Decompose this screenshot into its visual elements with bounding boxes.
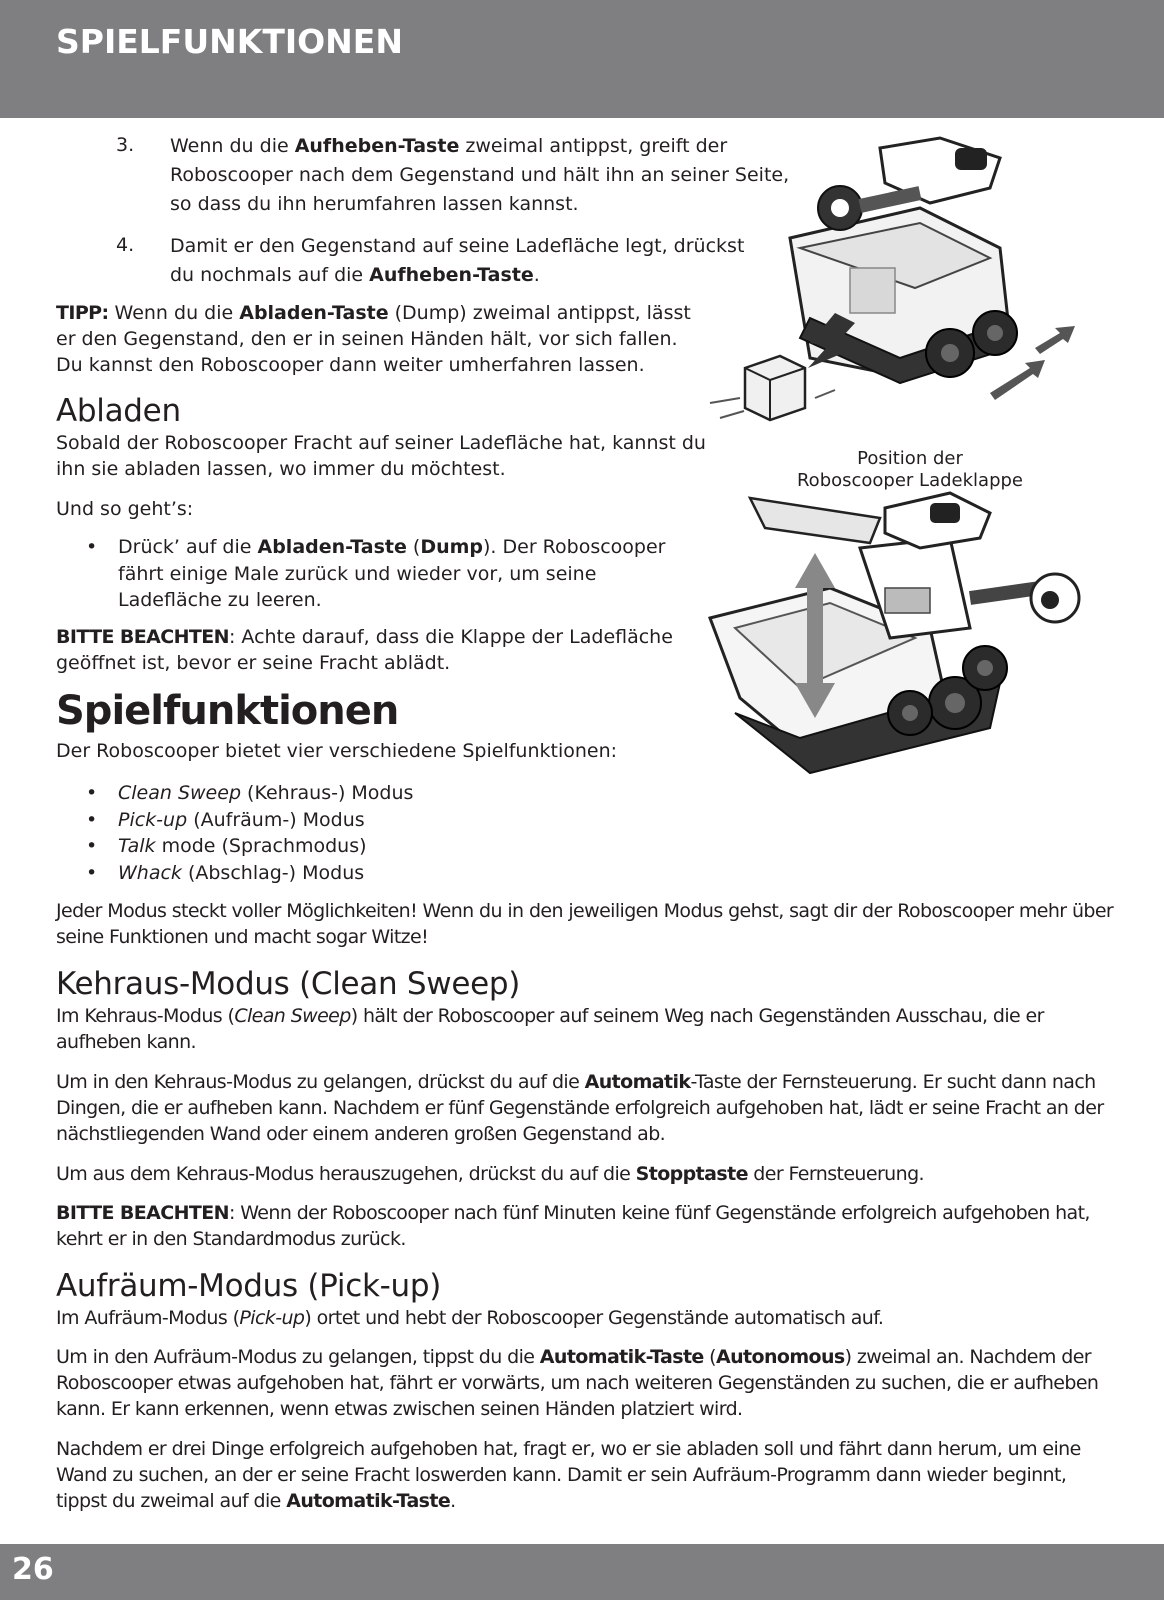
robot-dump-tray-illustration (700, 488, 1100, 788)
robot-pickup-illustration (700, 128, 1100, 428)
caption-line: Roboscooper Ladeklappe (796, 470, 1023, 491)
abladen-steps (56, 534, 706, 614)
list-item: • Drück’ auf die Abladen-Taste (Dump). Der Roboscooper fährt einige Male zurück und wieder vor, um seine Ladefläche zu leeren. (56, 534, 706, 614)
spielfunktionen-intro: Der Roboscooper bietet vier verschiedene Spielfunktionen: (56, 740, 618, 762)
modes-list (56, 780, 656, 886)
abladen-intro: Sobald der Roboscooper Fracht auf seiner Ladefläche hat, kannst du ihn sie abladen lassen, wo immer du möchtest. (56, 432, 706, 480)
page-number: 26 (12, 1552, 54, 1587)
abladen-howto: Und so geht’s: (56, 498, 194, 520)
caption-line: Position der (857, 448, 963, 469)
step-number: 3. (116, 134, 135, 156)
list-item: • Whack (Abschlag-) Modus (56, 860, 656, 887)
figure-caption (760, 448, 1060, 492)
aufraeum-p3: Nachdem er drei Dinge erfolgreich aufgehoben hat, fragt er, wo er sie abladen soll und fährt dann herum, um eine Wand zu suchen, an der er seine Fracht loswerden kann. Damit er sein Aufräum-Programm dann wieder beginnt, tippst du zweimal auf die Automatik-Taste. (56, 1438, 1081, 1512)
page-header (0, 0, 1164, 118)
abladen-note: BITTE BEACHTEN: Achte darauf, dass die Klappe der Ladefläche geöffnet ist, bevor er seine Fracht ablädt. (56, 626, 673, 674)
spielfunktionen-outro: Jeder Modus steckt voller Möglichkeiten! Wenn du in den jeweiligen Modus gehst, sagt dir der Roboscooper mehr über seine Funktionen und macht sogar Witze! (56, 900, 1114, 948)
kehraus-p3: Um aus dem Kehraus-Modus herauszugehen, drückst du auf die Stopptaste der Fernsteuerung. (56, 1163, 924, 1185)
tip-paragraph: TIPP: Wenn du die Abladen-Taste (Dump) zweimal antippst, lässt er den Gegenstand, den er in seinen Händen hält, vor sich fallen. Du kannst den Roboscooper dann weiter umherfahren lassen. (56, 302, 691, 376)
section-heading-aufraeum: Aufräum-Modus (Pick-up) (56, 1268, 442, 1304)
kehraus-p1: Im Kehraus-Modus (Clean Sweep) hält der Roboscooper auf seinem Weg nach Gegenständen Ausschau, die er aufheben kann. (56, 1005, 1044, 1053)
list-item: • Talk mode (Sprachmodus) (56, 833, 656, 860)
page-footer (0, 1544, 1164, 1600)
aufraeum-p2: Um in den Aufräum-Modus zu gelangen, tippst du die Automatik-Taste (Autonomous) zweimal an. Nachdem der Roboscooper etwas aufgehoben hat, fährt er vorwärts, um nach weiteren Gegenständen zu suchen, die er aufheben kann. Er kann erkennen, wenn etwas zwischen seinen Händen platziert wird. (56, 1346, 1099, 1420)
list-item: • Clean Sweep (Kehraus-) Modus (56, 780, 656, 807)
header-title: SPIELFUNKTIONEN (56, 22, 403, 61)
section-heading-spielfunktionen: Spielfunktionen (56, 688, 399, 734)
kehraus-p2: Um in den Kehraus-Modus zu gelangen, drückst du auf die Automatik-Taste der Fernsteuerung. Er sucht dann nach Dingen, die er aufheben kann. Nachdem er fünf Gegenstände erfolgreich aufgehoben hat, lädt er seine Fracht an der nächstliegenden Wand oder einem anderen großen Gegenstand ab. (56, 1071, 1104, 1145)
step-text: Damit er den Gegenstand auf seine Ladefläche legt, drückst du nochmals auf die Aufheben-Taste. (170, 235, 745, 286)
step-text: Wenn du die Aufheben-Taste zweimal antippst, greift der Roboscooper nach dem Gegenstand und hält ihn an seiner Seite, so dass du ihn herumfahren lassen kannst. (170, 135, 790, 215)
section-heading-kehraus: Kehraus-Modus (Clean Sweep) (56, 966, 521, 1002)
step-number: 4. (116, 234, 135, 256)
section-heading-abladen: Abladen (56, 393, 181, 429)
kehraus-note: BITTE BEACHTEN: Wenn der Roboscooper nach fünf Minuten keine fünf Gegenstände erfolgreich aufgehoben hat, kehrt er in den Standardmodus zurück. (56, 1202, 1090, 1250)
list-item: • Pick-up (Aufräum-) Modus (56, 807, 656, 834)
aufraeum-p1: Im Aufräum-Modus (Pick-up) ortet und hebt der Roboscooper Gegenstände automatisch auf. (56, 1307, 884, 1329)
